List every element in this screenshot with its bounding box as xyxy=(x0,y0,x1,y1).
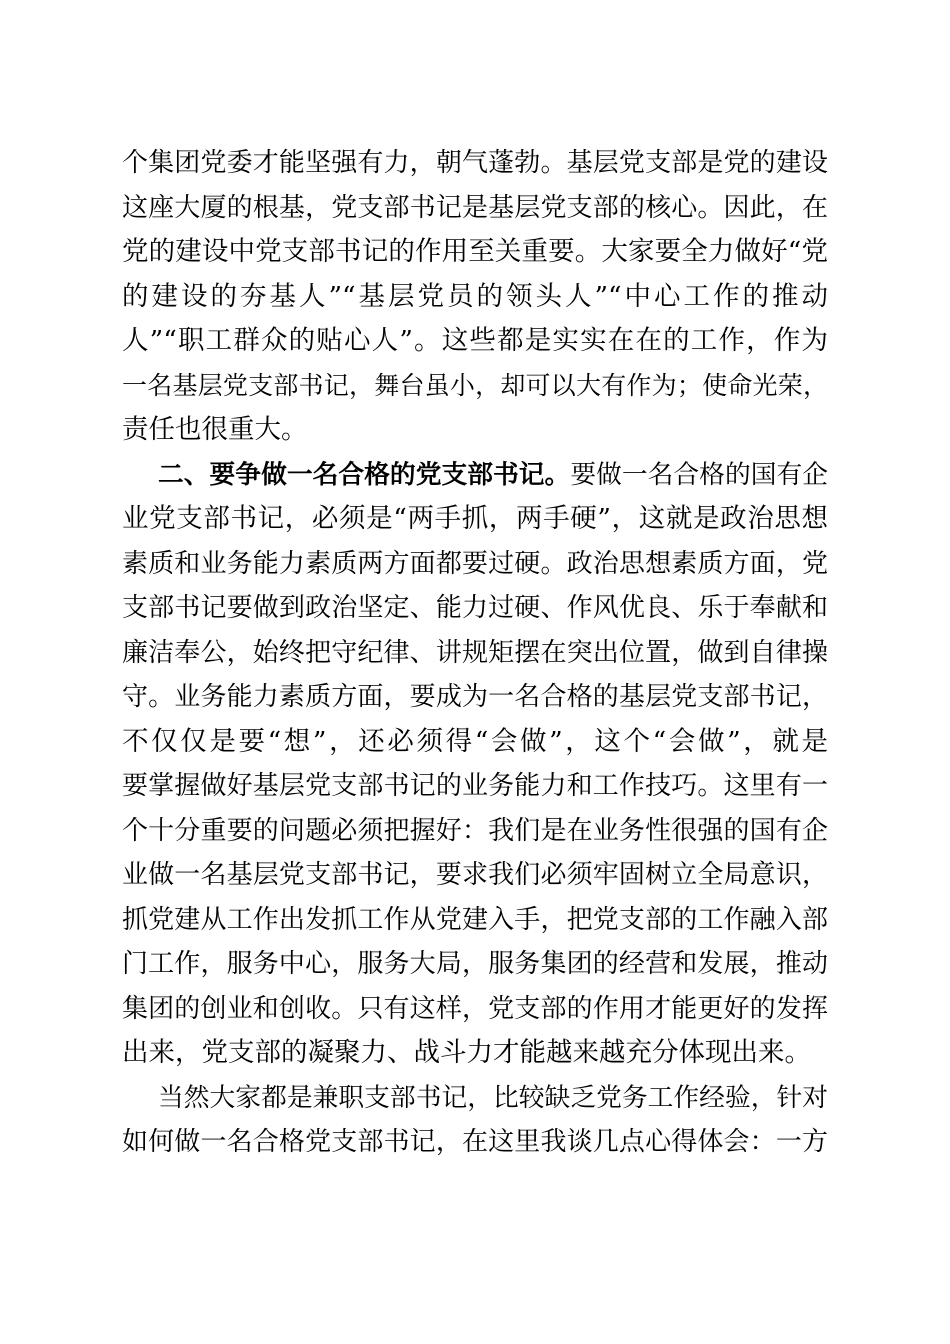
paragraph-line: 业党支部书记，必须是“两手抓，两手硬”，这就是政治思想 xyxy=(122,503,828,534)
section-heading: 二、要争做一名合格的党支部书记。 xyxy=(158,460,571,490)
paragraph-line: 抓党建从工作出发抓工作从党建入手，把党支部的工作融入部 xyxy=(122,905,828,935)
paragraph-line: 如何做一名合格党支部书记，在这里我谈几点心得体会：一方 xyxy=(122,1127,828,1157)
paragraph-line: 出来，党支部的凝聚力、战斗力才能越来越充分体现出来。 xyxy=(122,1037,811,1068)
paragraph-line: 支部书记要做到政治坚定、能力过硬、作风优良、乐于奉献和 xyxy=(122,593,828,623)
paragraph-line: 廉洁奉公，始终把守纪律、讲规矩摆在突出位置，做到自律操 xyxy=(122,638,828,668)
paragraph-line: 门工作，服务中心，服务大局，服务集团的经营和发展，推动 xyxy=(122,949,828,979)
section-heading-line xyxy=(158,458,828,492)
paragraph-line: 守。业务能力素质方面，要成为一名合格的基层党支部书记， xyxy=(122,682,828,712)
paragraph-line: 素质和业务能力素质两方面都要过硬。政治思想素质方面，党 xyxy=(122,549,828,579)
paragraph-line: 这座大厦的根基，党支部书记是基层党支部的核心。因此，在 xyxy=(122,193,828,223)
paragraph-line: 党的建设中党支部书记的作用至关重要。大家要全力做好“党 xyxy=(122,236,828,267)
heading-line-text: 要做一名合格的国有企 xyxy=(570,460,829,490)
paragraph-line: 当然大家都是兼职支部书记，比较缺乏党务工作经验，针对 xyxy=(158,1083,828,1113)
paragraph-line: 个集团党委才能坚强有力，朝气蓬勃。基层党支部是党的建设 xyxy=(122,148,828,178)
paragraph-line: 要掌握做好基层党支部书记的业务能力和工作技巧。这里有一 xyxy=(122,771,828,801)
paragraph-line: 业做一名基层党支部书记，要求我们必须牢固树立全局意识， xyxy=(122,860,828,890)
paragraph-line: 集团的创业和创收。只有这样，党支部的作用才能更好的发挥 xyxy=(122,994,828,1024)
paragraph-line: 人”“职工群众的贴心人”。这些都是实实在在的工作，作为 xyxy=(122,325,828,356)
paragraph-line: 个十分重要的问题必须把握好：我们是在业务性很强的国有企 xyxy=(122,816,828,846)
paragraph-line: 的建设的夯基人”“基层党员的领头人”“中心工作的推动 xyxy=(122,281,828,312)
paragraph-line: 不仅仅是要“想”，还必须得“会做”，这个“会做”，就是 xyxy=(122,726,828,757)
paragraph-line: 责任也很重大。 xyxy=(122,414,308,445)
paragraph-line: 一名基层党支部书记，舞台虽小，却可以大有作为；使命光荣， xyxy=(122,371,828,400)
